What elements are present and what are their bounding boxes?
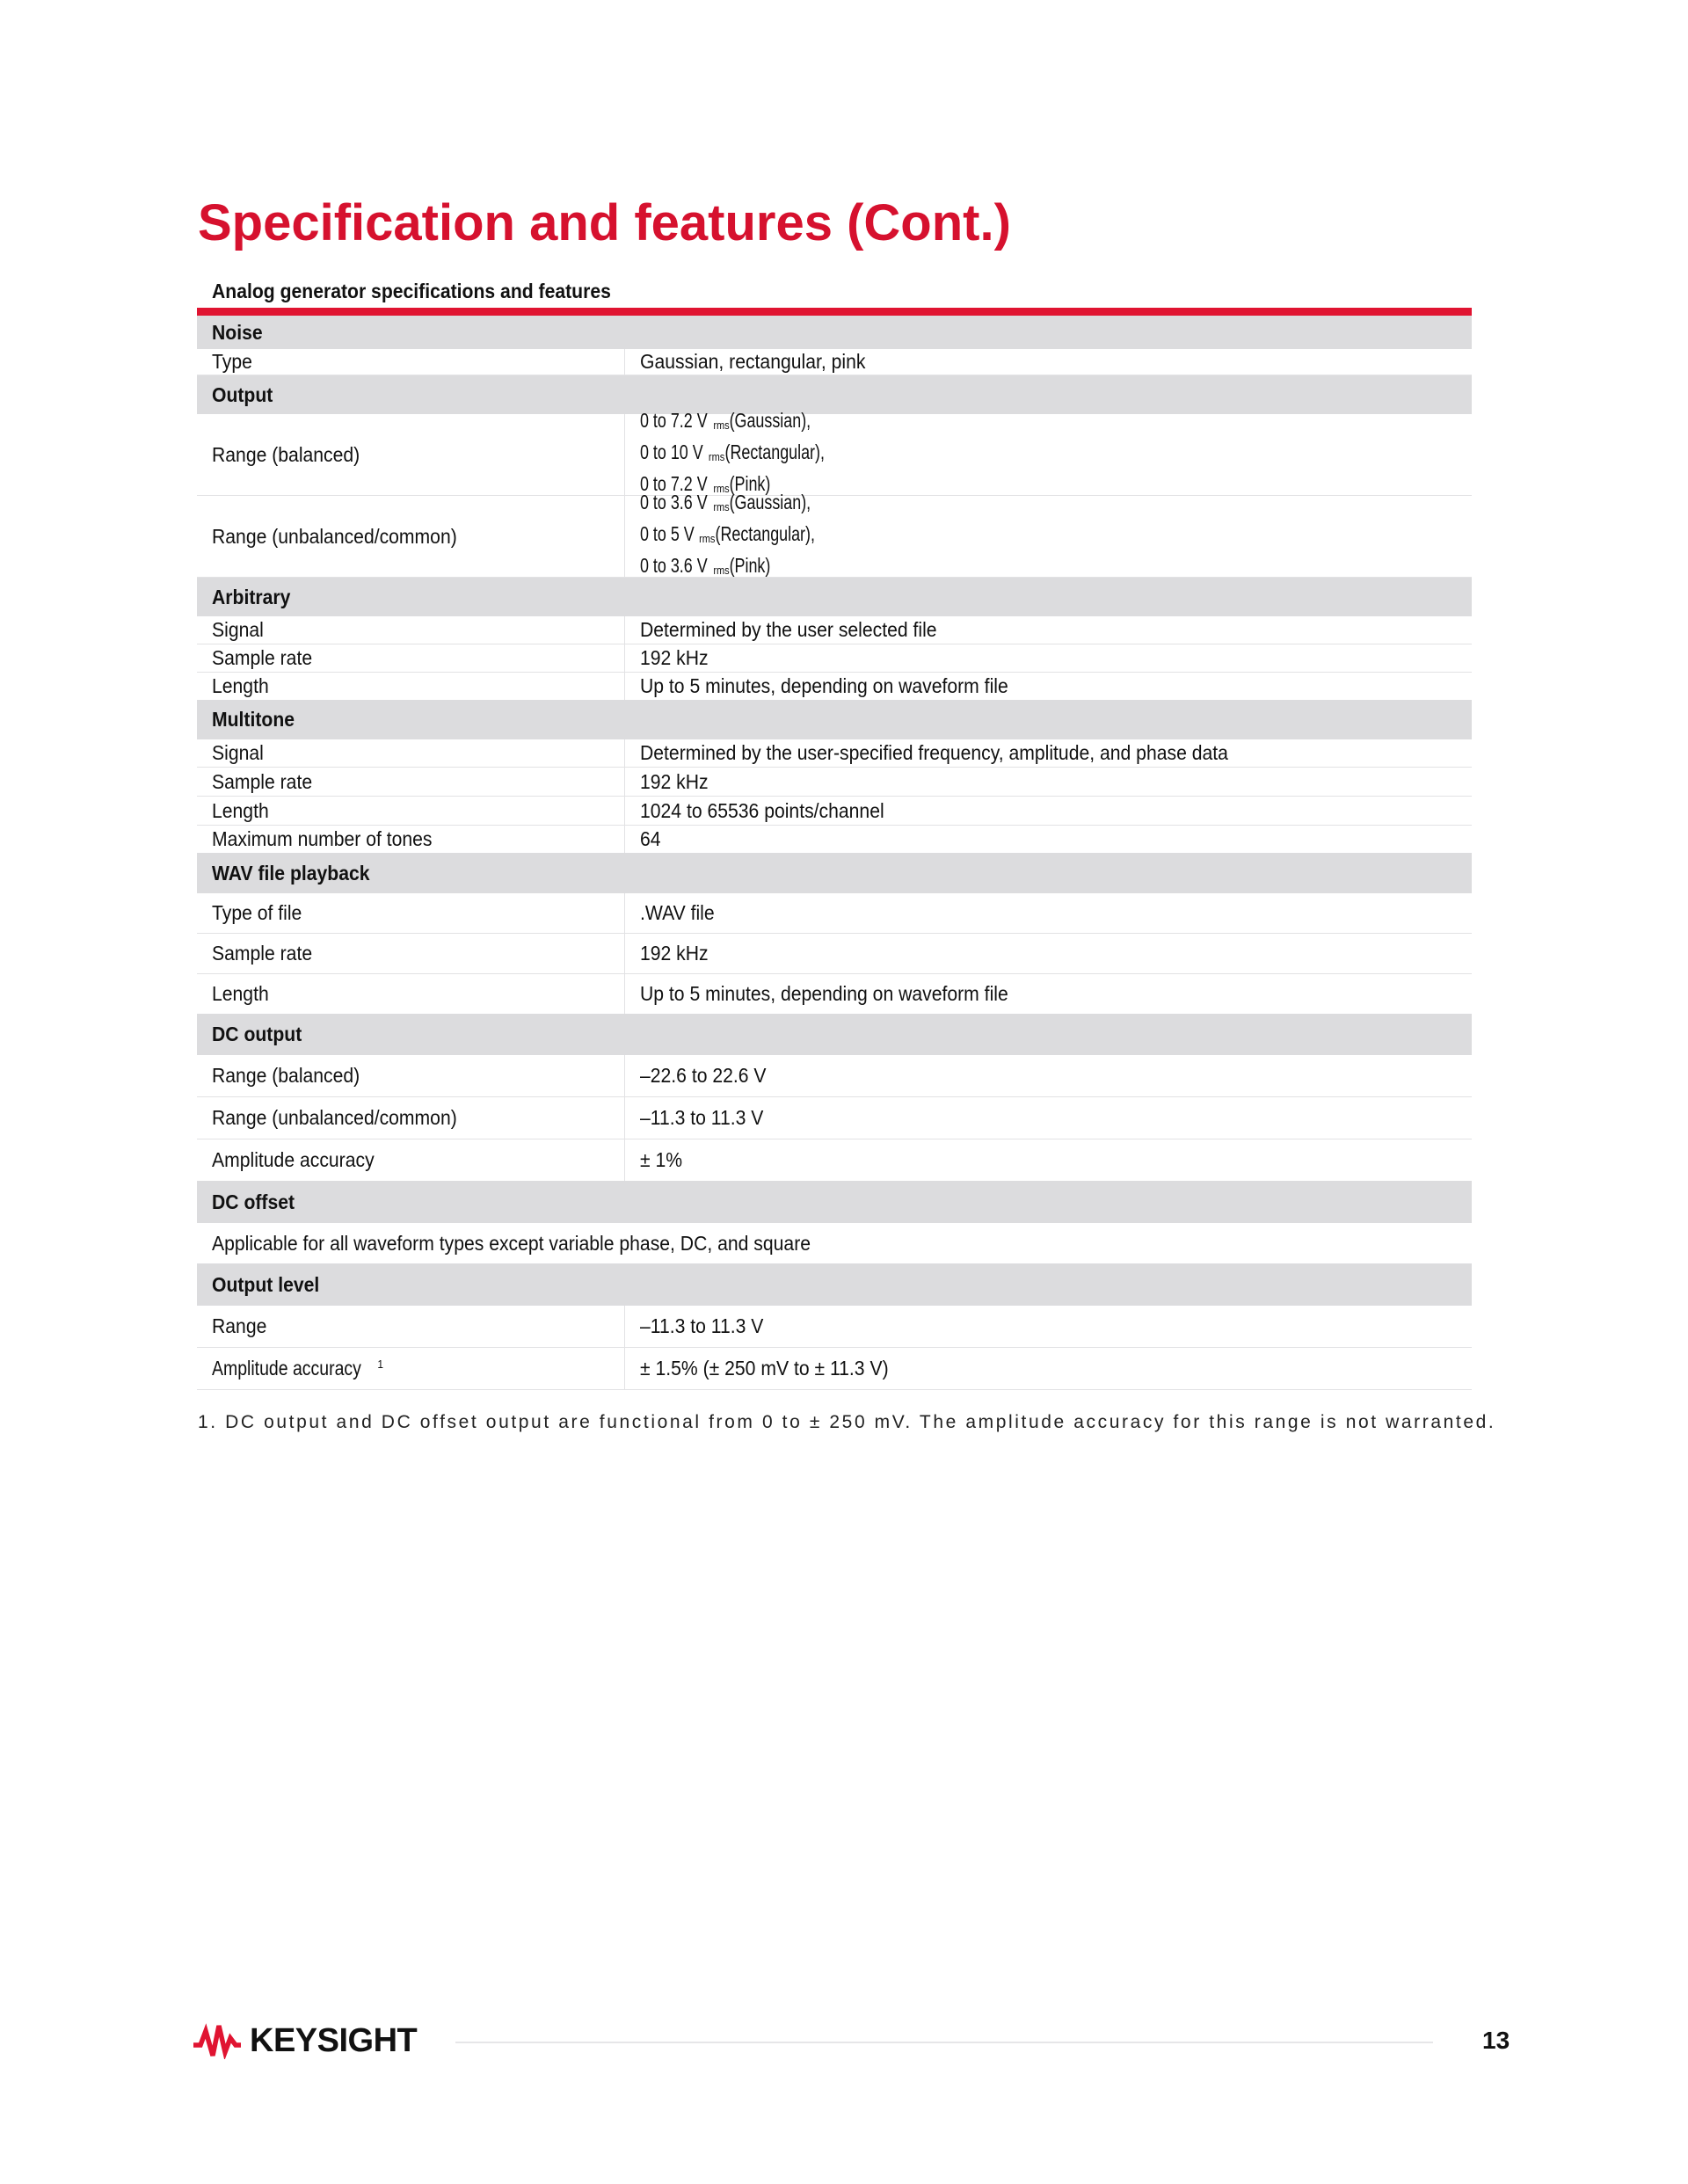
section-header-noise: Noise — [197, 316, 1472, 349]
row-value: 192 kHz — [640, 769, 709, 793]
row-label: Signal — [197, 616, 625, 644]
section-header-multitone: Multitone — [197, 700, 1472, 739]
table-row — [197, 1055, 1472, 1097]
row-label: Length — [197, 974, 625, 1014]
dc-offset-note: Applicable for all waveform types except variable phase, DC, and square — [212, 1231, 811, 1255]
row-value: Up to 5 minutes, depending on waveform file — [640, 674, 1008, 697]
table-row — [197, 616, 1472, 644]
brand-wordmark: KEYSIGHT — [250, 2021, 418, 2059]
row-label: Type — [197, 349, 625, 375]
row-value: 192 kHz — [640, 942, 709, 965]
row-value: 0 to 7.2 V $_{rms}$(Gaussian), 0 to 10 V $_{rms}$(Rectangular), 0 to 7.2 V $_{rms}$(Pink) — [640, 409, 825, 495]
section-header-wav-playback: WAV file playback — [197, 853, 1472, 893]
row-label: Length — [197, 673, 625, 700]
table-row — [197, 974, 1472, 1014]
footer-divider — [455, 2042, 1433, 2043]
row-label: Amplitude accuracy — [197, 1139, 625, 1181]
row-label: Range (balanced) — [197, 1055, 625, 1096]
row-value: 64 — [640, 827, 661, 850]
table-row — [197, 409, 1472, 496]
row-value: ± 1% — [640, 1148, 683, 1171]
row-value: –22.6 to 22.6 V — [640, 1064, 767, 1087]
keysight-wave-icon — [192, 2022, 243, 2059]
row-label: Range (unbalanced/common) — [197, 1097, 625, 1139]
page-number: 13 — [1482, 2027, 1510, 2054]
spec-table — [197, 316, 1472, 1390]
section-header-arbitrary: Arbitrary — [197, 578, 1472, 616]
row-value: –11.3 to 11.3 V — [640, 1314, 764, 1337]
table-header-rule — [197, 308, 1472, 316]
row-label: Range — [197, 1306, 625, 1347]
row-value: Determined by the user selected file — [640, 618, 937, 641]
table-row — [197, 644, 1472, 673]
row-label: Range (unbalanced/common) — [197, 496, 625, 577]
section-header-output-level: Output level — [197, 1263, 1472, 1306]
table-row — [197, 797, 1472, 826]
section-header-dc-output: DC output — [197, 1014, 1472, 1055]
row-label: Amplitude accuracy $^1$ — [197, 1348, 625, 1389]
row-value: 192 kHz — [640, 646, 709, 669]
table-caption: Analog generator specifications and features — [212, 280, 611, 302]
row-value: .WAV file — [640, 901, 715, 924]
row-value: 1024 to 65536 points/channel — [640, 798, 884, 822]
row-value: Determined by the user-specified frequency, amplitude, and phase data — [640, 741, 1228, 764]
table-row — [197, 893, 1472, 934]
table-row — [197, 1348, 1472, 1390]
row-value: 0 to 3.6 V $_{rms}$(Gaussian), 0 to 5 V $_{rms}$(Rectangular), 0 to 3.6 V $_{rms}$(Pink) — [640, 491, 815, 577]
section-header-output: Output — [197, 375, 1472, 414]
row-value: –11.3 to 11.3 V — [640, 1106, 764, 1129]
table-row — [197, 1306, 1472, 1348]
table-row — [197, 673, 1472, 700]
page-title: Specification and features (Cont.) — [198, 194, 1011, 251]
table-row — [197, 934, 1472, 974]
row-label: Signal — [197, 739, 625, 767]
table-row — [197, 1097, 1472, 1139]
table-row — [197, 826, 1472, 853]
row-label: Length — [197, 797, 625, 825]
row-value: Gaussian, rectangular, pink — [640, 350, 866, 373]
footnote: 1. DC output and DC offset output are functional from 0 to ± 250 mV. The amplitude accuracy for this range is not warranted. — [198, 1412, 1496, 1432]
row-value: Up to 5 minutes, depending on waveform file — [640, 982, 1008, 1005]
section-header-dc-offset: DC offset — [197, 1181, 1472, 1223]
row-label: Type of file — [197, 893, 625, 933]
table-row — [197, 1139, 1472, 1181]
table-row — [197, 491, 1472, 578]
row-label: Maximum number of tones — [197, 826, 625, 853]
table-row — [197, 349, 1472, 375]
keysight-logo — [192, 2019, 417, 2063]
footnote-ref: 1 — [377, 1358, 383, 1371]
row-label: Sample rate — [197, 644, 625, 672]
table-row — [197, 768, 1472, 797]
row-value: ± 1.5% (± 250 mV to ± 11.3 V) — [640, 1357, 889, 1380]
row-label: Sample rate — [197, 934, 625, 973]
row-label: Range (balanced) — [197, 414, 625, 495]
table-row — [197, 739, 1472, 768]
row-label: Sample rate — [197, 768, 625, 796]
